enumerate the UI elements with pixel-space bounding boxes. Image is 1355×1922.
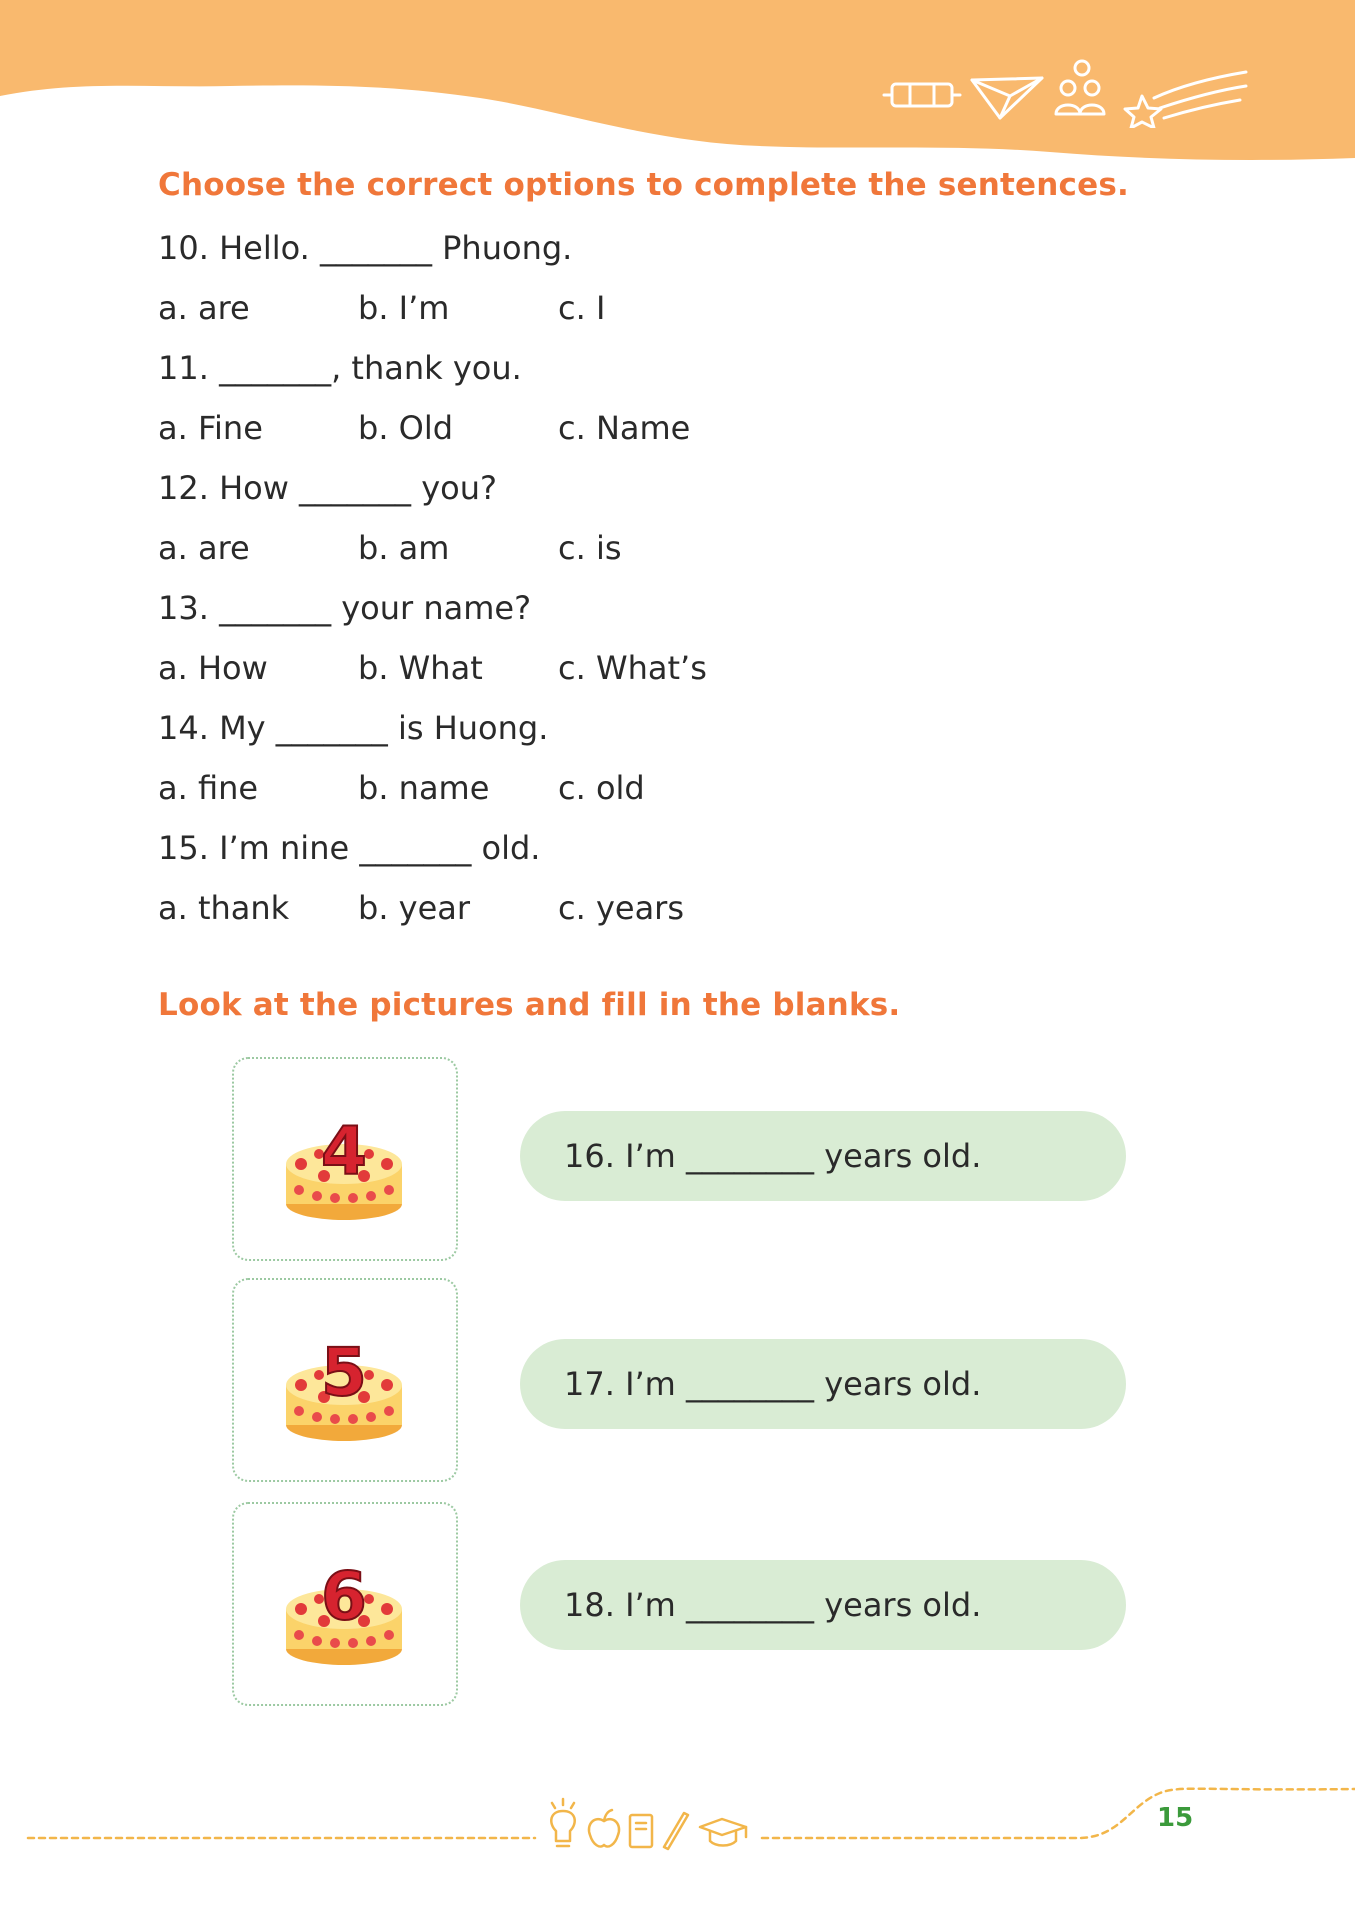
option-a: a. thank: [158, 889, 290, 927]
option-a: a. How: [158, 649, 268, 687]
option-a: a. fine: [158, 769, 259, 807]
option-a: a. are: [158, 289, 250, 327]
option-b: b. year: [358, 889, 471, 927]
picture-card-17: [232, 1278, 458, 1482]
cake-number: 5: [321, 1334, 367, 1411]
birthday-cake-icon: [279, 1104, 409, 1224]
question-12: 12. How _______ you?: [158, 469, 497, 507]
pencil-icon: [664, 1813, 688, 1849]
picture-card-18: [232, 1502, 458, 1706]
option-b: b. name: [358, 769, 490, 807]
paper-plane-icon: [972, 78, 1042, 118]
question-14: 14. My _______ is Huong.: [158, 709, 549, 747]
students-icon: [1056, 61, 1104, 114]
answer-pill-17: [520, 1339, 1126, 1429]
fill-sentence-18: 18. I’m ________ years old.: [564, 1586, 982, 1624]
shooting-star-icon: [1125, 72, 1246, 128]
answer-pill-16: [520, 1111, 1126, 1201]
lightbulb-icon: [551, 1799, 574, 1846]
option-a: a. Fine: [158, 409, 263, 447]
page-number: 15: [1157, 1803, 1194, 1833]
option-c: c. is: [558, 529, 622, 567]
section-title-choose: Choose the correct options to complete the sentences.: [158, 167, 1129, 203]
question-13: 13. _______ your name?: [158, 589, 532, 627]
question-15: 15. I’m nine _______ old.: [158, 829, 541, 867]
option-b: b. Old: [358, 409, 454, 447]
option-c: c. old: [558, 769, 645, 807]
option-c: c. Name: [558, 409, 691, 447]
option-b: b. I’m: [358, 289, 450, 327]
section-title-look: Look at the pictures and fill in the blanks.: [158, 987, 901, 1023]
picture-card-16: [232, 1057, 458, 1261]
birthday-cake-icon: [279, 1325, 409, 1445]
cake-number: 4: [321, 1113, 367, 1190]
option-b: b. What: [358, 649, 483, 687]
option-c: c. years: [558, 889, 684, 927]
option-c: c. I: [558, 289, 606, 327]
apple-icon: [589, 1810, 619, 1847]
option-c: c. What’s: [558, 649, 707, 687]
book-icon: [630, 1815, 652, 1847]
cake-number: 6: [321, 1558, 367, 1635]
question-11: 11. _______, thank you.: [158, 349, 522, 387]
option-b: b. am: [358, 529, 450, 567]
question-10: 10. Hello. _______ Phuong.: [158, 229, 573, 267]
graduation-cap-icon: [700, 1819, 746, 1846]
birthday-cake-icon: [279, 1549, 409, 1669]
header-icons: [880, 58, 1250, 128]
footer-decoration: [0, 1765, 1355, 1885]
answer-pill-18: [520, 1560, 1126, 1650]
fill-sentence-17: 17. I’m ________ years old.: [564, 1365, 982, 1403]
fill-sentence-16: 16. I’m ________ years old.: [564, 1137, 982, 1175]
option-a: a. are: [158, 529, 250, 567]
diploma-icon: [884, 84, 960, 106]
